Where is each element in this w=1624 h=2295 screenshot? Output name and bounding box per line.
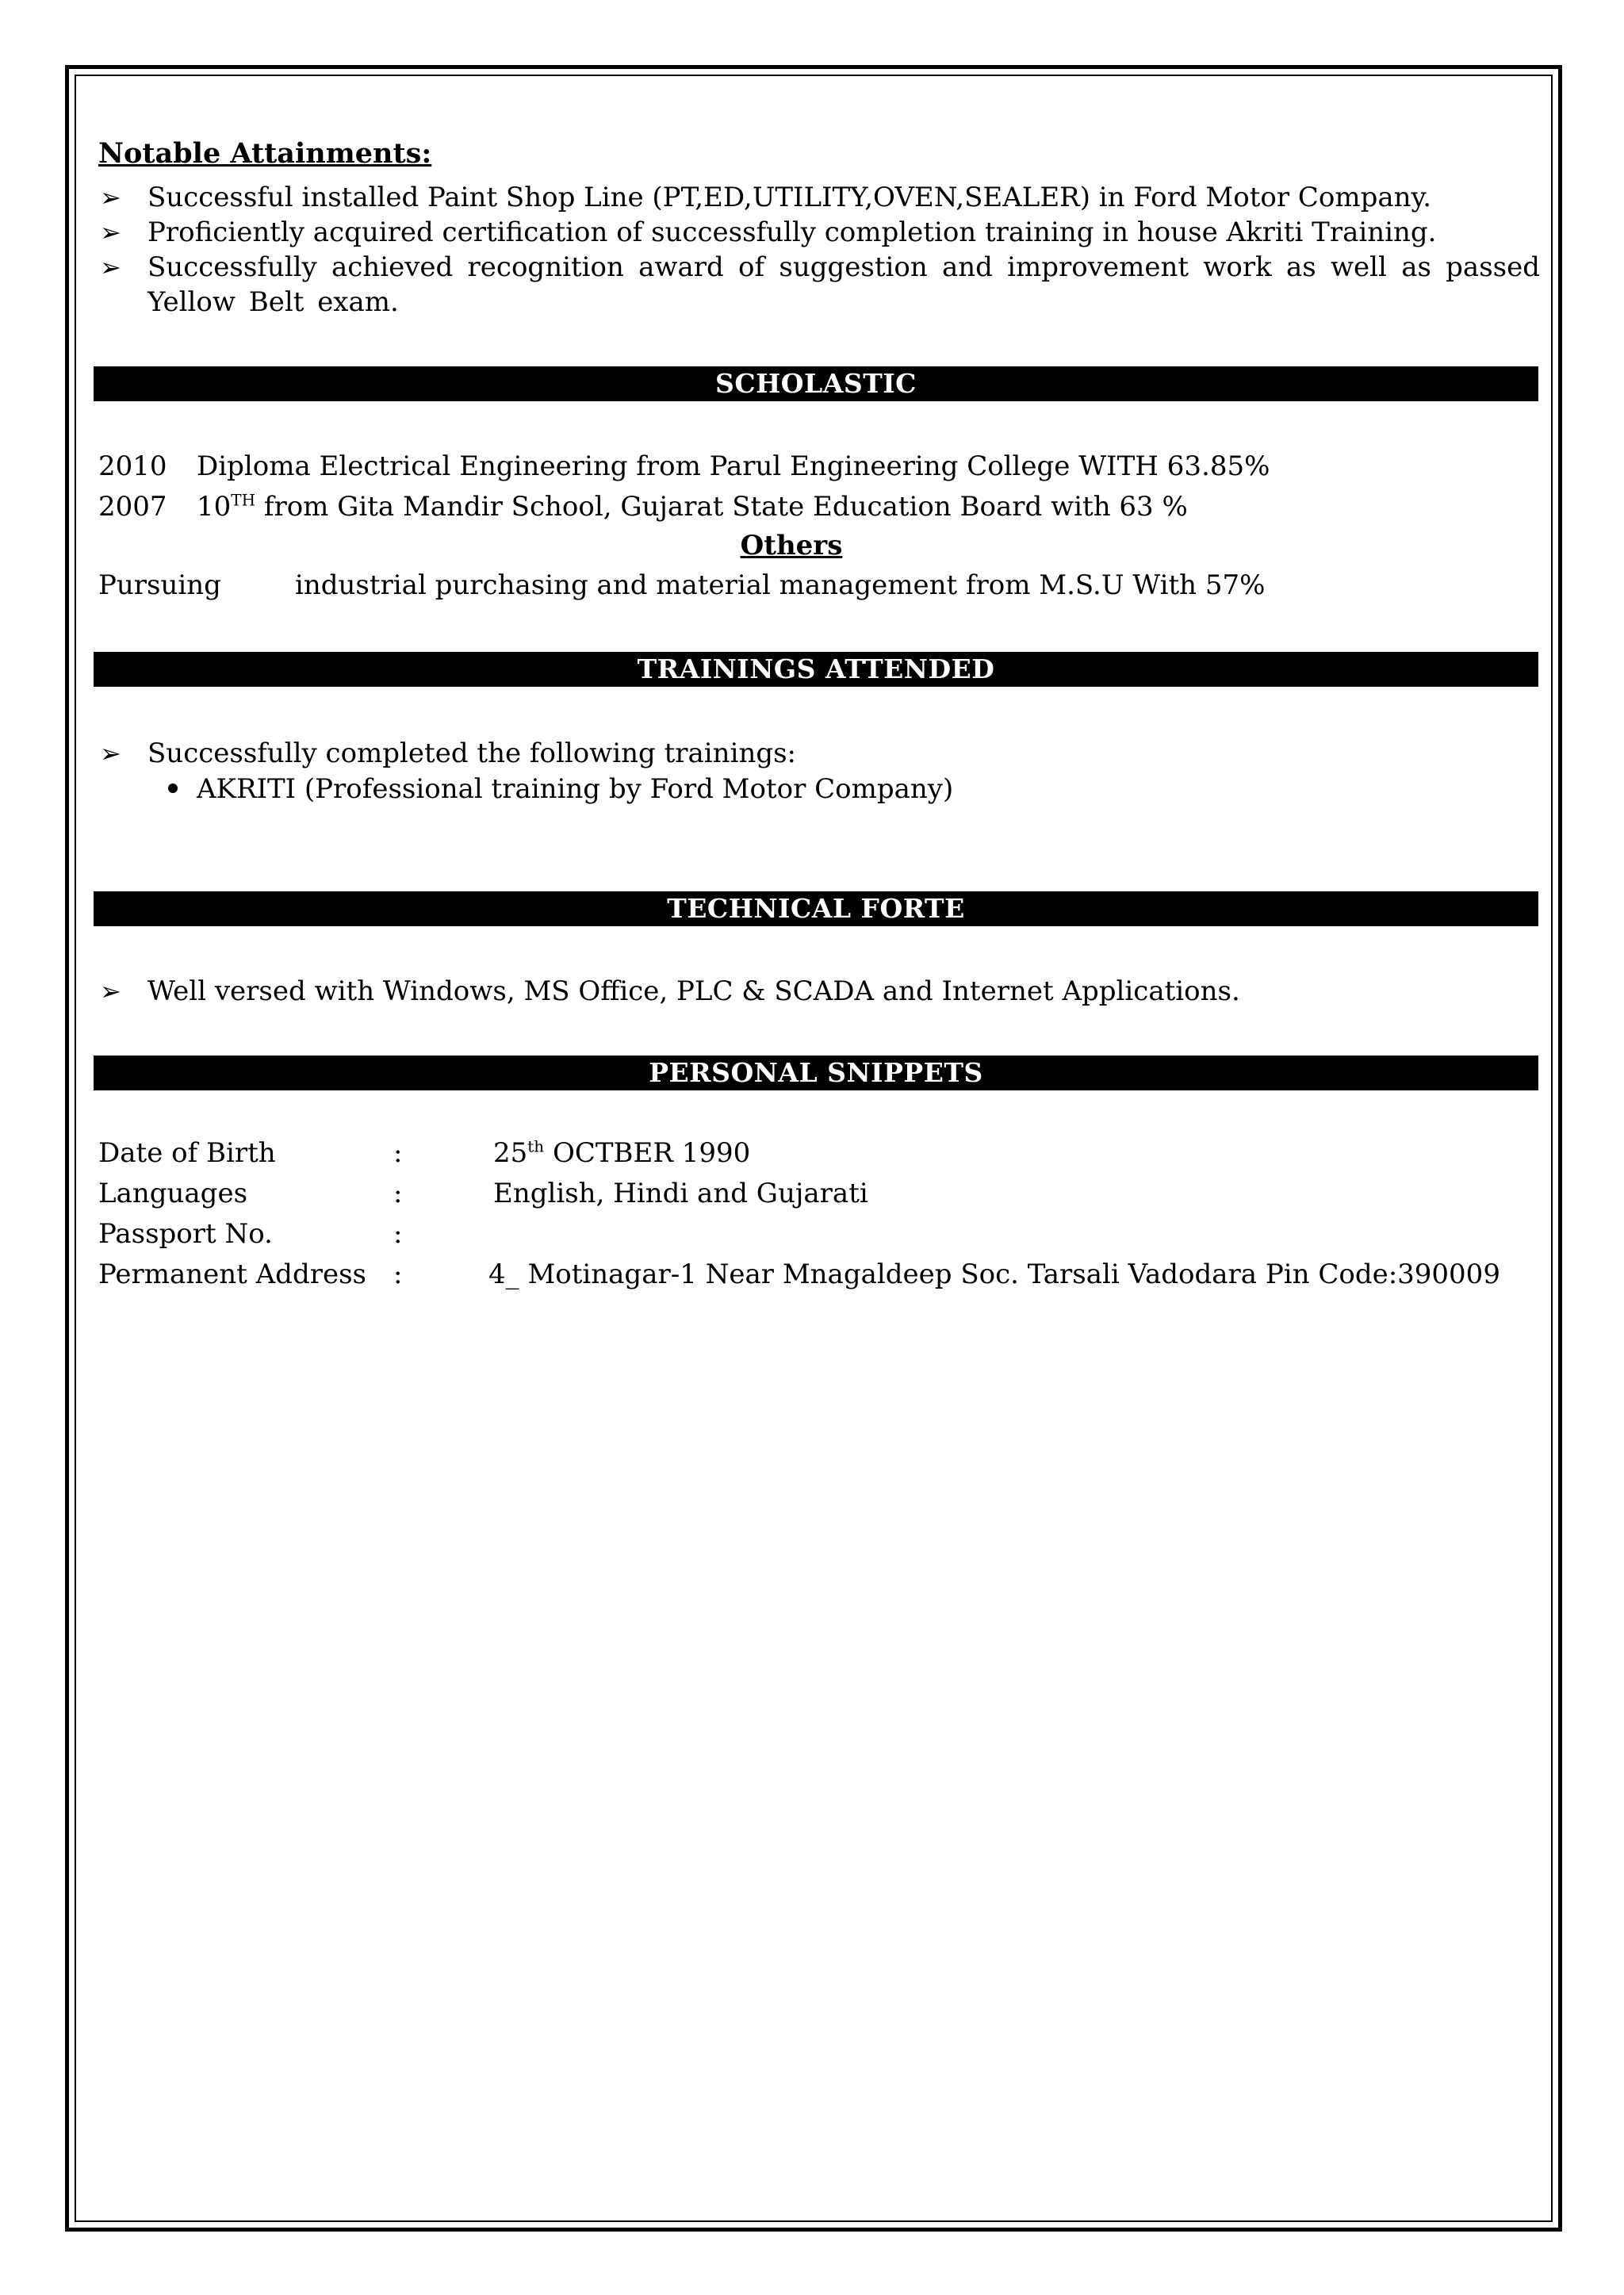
field-separator: : [393,1137,403,1169]
trainings-intro: Successfully completed the following trainings: [147,738,797,769]
scholastic-year: 2007 [98,491,167,523]
field-separator: : [393,1218,403,1250]
languages-label: Languages [98,1178,248,1209]
others-label: Pursuing [98,569,221,601]
attainment-item: Successfully achieved recognition award of suggestion and improvement work as well as passed Yellow Belt exam. [147,251,1540,318]
arrow-bullet-icon: ➢ [100,217,121,247]
address-value: 4_ Motinagar-1 Near Mnagaldeep Soc. Tarsali Vadodara Pin Code:390009 [488,1259,1500,1290]
arrow-bullet-icon: ➢ [100,182,121,213]
address-label: Permanent Address [98,1259,366,1290]
attainment-item: Proficiently acquired certification of successfully completion training in house Akriti Training. [147,216,1437,248]
dob-label: Date of Birth [98,1137,276,1169]
personal-section-header: PERSONAL SNIPPETS [94,1056,1538,1090]
technical-item: Well versed with Windows, MS Office, PLC & SCADA and Internet Applications. [147,975,1240,1007]
arrow-bullet-icon: ➢ [100,976,121,1006]
attainments-heading: Notable Attainments: [98,137,432,170]
scholastic-section-header: SCHOLASTIC [94,366,1538,401]
training-item: AKRITI (Professional training by Ford Motor Company) [197,773,954,805]
trainings-section-header: TRAININGS ATTENDED [94,652,1538,687]
languages-value: English, Hindi and Gujarati [493,1178,868,1209]
scholastic-entry: Diploma Electrical Engineering from Parul Engineering College WITH 63.85% [197,450,1270,482]
round-bullet-icon [168,784,178,793]
others-heading: Others [740,530,843,561]
technical-section-header: TECHNICAL FORTE [94,891,1538,926]
dob-value: 25th OCTBER 1990 [493,1136,751,1169]
field-separator: : [393,1178,403,1209]
arrow-bullet-icon: ➢ [100,738,121,768]
passport-label: Passport No. [98,1218,273,1250]
arrow-bullet-icon: ➢ [100,252,121,282]
attainment-item: Successful installed Paint Shop Line (PT,ED,UTILITY,OVEN,SEALER) in Ford Motor Company. [147,182,1432,213]
others-entry: industrial purchasing and material management from M.S.U With 57% [295,569,1266,601]
field-separator: : [393,1259,403,1290]
scholastic-year: 2010 [98,450,167,482]
scholastic-entry: 10TH from Gita Mandir School, Gujarat State Education Board with 63 % [197,490,1188,523]
